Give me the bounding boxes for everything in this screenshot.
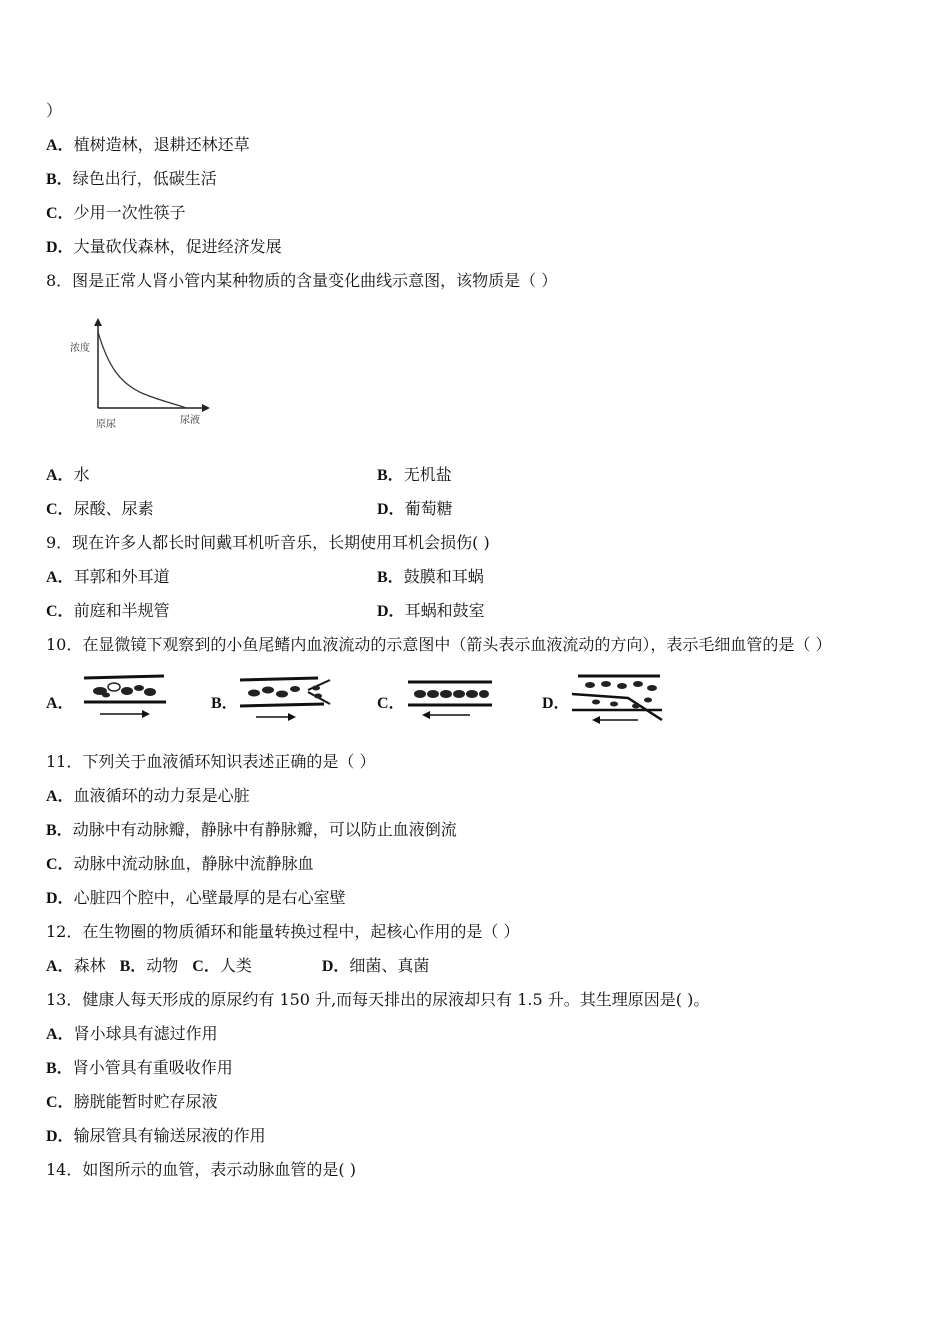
option-text: 人类 [219, 956, 252, 975]
option-text: 细菌、真菌 [349, 956, 430, 975]
option-letter: A． [46, 137, 74, 154]
q8-option-d[interactable] [377, 499, 453, 520]
option-letter: C． [46, 603, 74, 620]
option-letter: D． [46, 239, 74, 256]
vessel-diagram-c [404, 677, 496, 721]
q9-option-a[interactable] [46, 567, 170, 588]
option-letter: A． [46, 467, 74, 484]
option-letter: D． [542, 695, 570, 712]
graph-x-end: 尿液 [180, 415, 200, 426]
q12-option-c[interactable] [192, 956, 252, 975]
q8-stem: 8．图是正常人肾小管内某种物质的含量变化曲线示意图，该物质是（ ） [46, 271, 558, 290]
q13-stem: 13．健康人每天形成的原尿约有 150 升,而每天排出的尿液却只有 1.5 升。其生理原因是( )。 [46, 990, 710, 1009]
option-letter: C． [192, 958, 220, 975]
option-letter: A． [46, 958, 74, 975]
option-text: 耳郭和外耳道 [73, 567, 170, 586]
q11-option-b[interactable] [46, 820, 457, 841]
option-letter: A． [46, 1026, 74, 1043]
option-letter: B． [46, 822, 73, 839]
question-closing-paren: ） [46, 101, 63, 120]
option-text: 耳蜗和鼓室 [404, 601, 485, 620]
option-letter: C． [377, 695, 405, 712]
option-letter: D． [377, 603, 405, 620]
option-letter: A． [46, 788, 74, 805]
q8-option-c[interactable] [46, 499, 154, 520]
prev-option-d[interactable] [46, 237, 282, 258]
option-text: 森林 [73, 956, 106, 975]
q14-stem: 14．如图所示的血管，表示动脉血管的是( ) [46, 1160, 356, 1179]
option-letter: A． [46, 695, 74, 712]
q10-stem: 10．在显微镜下观察到的小鱼尾鳍内血液流动的示意图中（箭头表示血液流动的方向），表示毛细血管的是（ ） [46, 635, 832, 654]
option-text: 无机盐 [403, 465, 452, 484]
q12-options-row [46, 956, 429, 977]
q10-option-a[interactable] [46, 693, 74, 714]
q9-option-d[interactable] [377, 601, 485, 622]
q10-option-b[interactable] [211, 693, 238, 714]
q12-option-b[interactable] [120, 956, 179, 975]
concentration-curve [98, 332, 186, 408]
option-text: 葡萄糖 [404, 499, 453, 518]
x-axis-arrow [202, 404, 210, 412]
vessel-diagram-b [238, 674, 334, 724]
option-letter: C． [46, 501, 74, 518]
option-text: 肾小球具有滤过作用 [73, 1024, 218, 1043]
q9-option-b[interactable] [377, 567, 484, 588]
option-letter: B． [377, 569, 404, 586]
option-letter: D． [377, 501, 405, 518]
vessel-diagram-a [80, 672, 170, 722]
q11-option-a[interactable] [46, 786, 250, 807]
q12-option-d[interactable] [322, 956, 430, 975]
q8-option-b[interactable] [377, 465, 452, 486]
option-text: 绿色出行，低碳生活 [72, 169, 217, 188]
q11-option-d[interactable] [46, 888, 346, 909]
option-letter: D． [321, 958, 350, 975]
prev-option-c[interactable] [46, 203, 186, 224]
graph-ylabel: 浓度 [70, 343, 90, 354]
option-letter: D． [46, 890, 74, 907]
q12-stem: 12．在生物圈的物质循环和能量转换过程中，起核心作用的是（ ） [46, 922, 520, 941]
option-text: 动物 [146, 956, 179, 975]
q13-option-c[interactable] [46, 1092, 218, 1113]
option-letter: B． [46, 171, 73, 188]
option-text: 膀胱能暂时贮存尿液 [73, 1092, 218, 1111]
option-letter: C． [46, 205, 74, 222]
q11-option-c[interactable] [46, 854, 314, 875]
y-axis-arrow [94, 318, 102, 326]
option-text: 少用一次性筷子 [73, 203, 186, 222]
option-text: 心脏四个腔中，心壁最厚的是右心室壁 [73, 888, 346, 907]
q9-option-c[interactable] [46, 601, 170, 622]
option-text: 肾小管具有重吸收作用 [72, 1058, 233, 1077]
option-letter: C． [46, 1094, 74, 1111]
option-text: 输尿管具有输送尿液的作用 [73, 1126, 266, 1145]
option-text: 动脉中流动脉血，静脉中流静脉血 [73, 854, 314, 873]
q11-stem: 11．下列关于血液循环知识表述正确的是（ ） [46, 752, 376, 771]
option-text: 水 [73, 465, 90, 484]
q8-concentration-graph [64, 314, 224, 434]
q10-option-d[interactable] [542, 693, 570, 714]
option-text: 血液循环的动力泵是心脏 [73, 786, 250, 805]
q8-option-a[interactable] [46, 465, 90, 486]
option-letter: B． [119, 958, 147, 975]
option-letter: A． [46, 569, 74, 586]
option-text: 尿酸、尿素 [73, 499, 154, 518]
prev-option-a[interactable] [46, 135, 250, 156]
option-letter: C． [46, 856, 74, 873]
option-text: 大量砍伐森林，促进经济发展 [73, 237, 282, 256]
q10-option-c[interactable] [377, 693, 405, 714]
q12-option-a[interactable] [46, 956, 106, 975]
option-letter: B． [46, 1060, 73, 1077]
vessel-diagram-d [568, 670, 668, 728]
option-letter: B． [377, 467, 404, 484]
option-text: 前庭和半规管 [73, 601, 170, 620]
option-text: 植树造林，退耕还林还草 [73, 135, 250, 154]
q9-stem: 9．现在许多人都长时间戴耳机听音乐，长期使用耳机会损伤( ) [46, 533, 490, 552]
option-letter: D． [46, 1128, 74, 1145]
q13-option-d[interactable] [46, 1126, 266, 1147]
option-text: 鼓膜和耳蜗 [403, 567, 484, 586]
q13-option-a[interactable] [46, 1024, 218, 1045]
prev-option-b[interactable] [46, 169, 217, 190]
option-letter: B． [211, 695, 238, 712]
option-text: 动脉中有动脉瓣，静脉中有静脉瓣，可以防止血液倒流 [72, 820, 457, 839]
q13-option-b[interactable] [46, 1058, 233, 1079]
graph-x-start: 原尿 [96, 419, 116, 430]
